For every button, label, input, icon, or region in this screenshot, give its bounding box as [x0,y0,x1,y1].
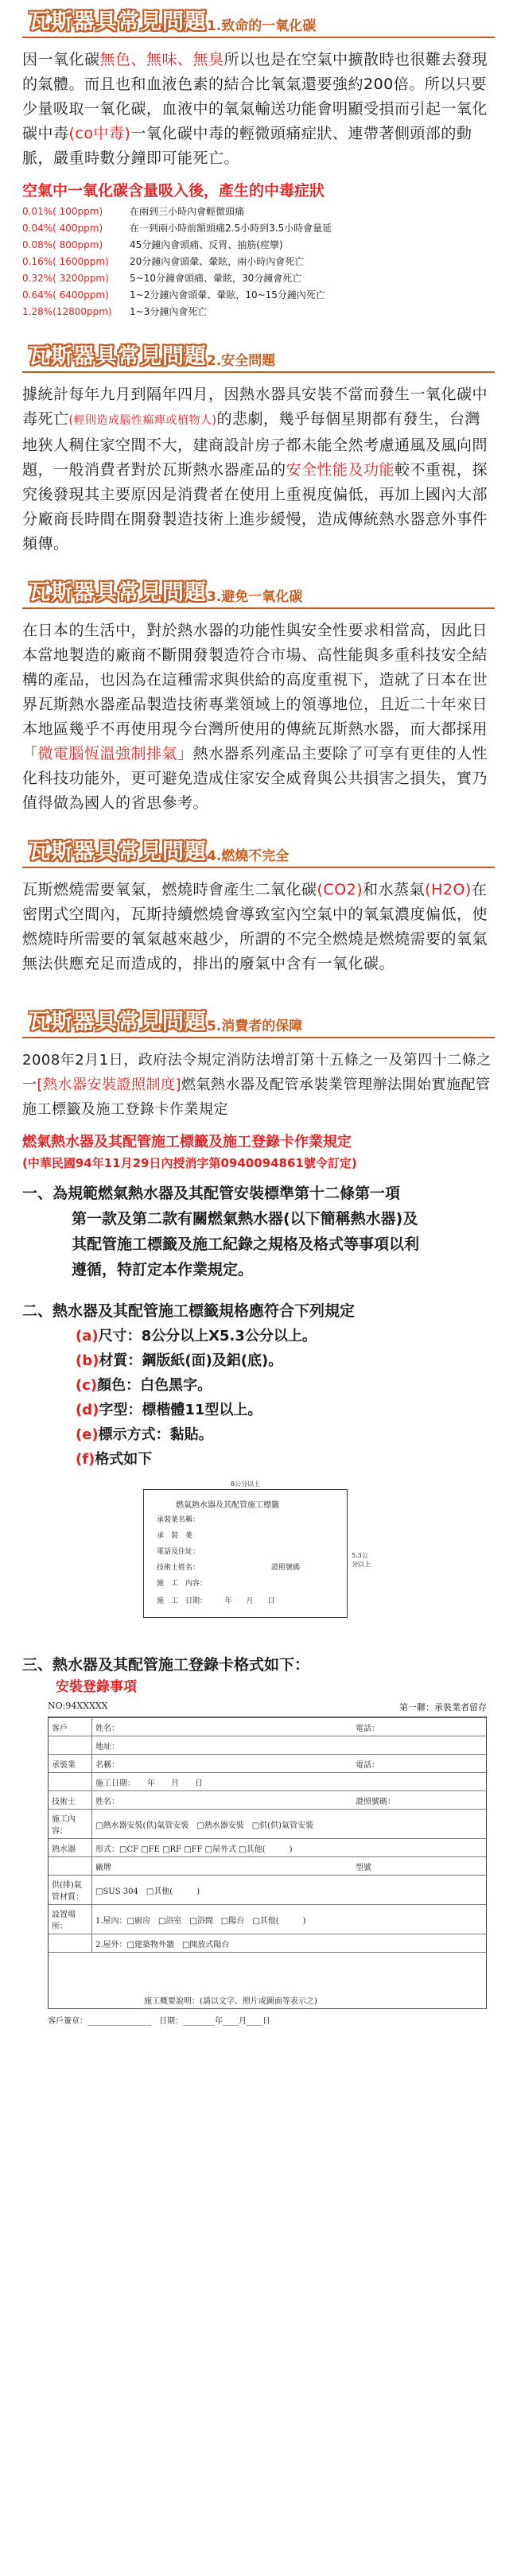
section-header [0,335,517,378]
co-symptom: 1~3分鐘內會死亡 [130,306,208,317]
registration-card [48,1717,487,2009]
section-subtitle: 5.消費者的保障 [207,1018,303,1034]
header-rule [22,371,495,373]
card-field-right [352,1876,486,1905]
symptom-row [22,254,332,270]
co-level: 0.32%( 3200ppm) [22,273,109,284]
section-title: 瓦斯器具常見問題 [29,10,207,34]
card-field-right [352,1810,486,1839]
label-row: 施 工 內容： [157,1580,208,1588]
card-copy-label: 第一聯：承裝業者留存 [399,1702,487,1713]
co-level: 1.28%(12800ppm) [22,306,112,317]
co-level: 0.16%( 1600ppm) [22,256,109,267]
label-cert: 證照號碼 [271,1564,301,1572]
section-subtitle: 3.避免一氧化碳 [207,589,303,605]
card-notes [49,1952,486,2008]
card-field: 2.屋外：□建築物外牆 □開放式陽台 [92,1934,353,1953]
symptom-table [22,204,332,320]
header-rule [22,37,495,38]
co-symptom: 在兩到三小時內會輕微頭痛 [130,206,245,217]
spec-item: (b)材質：鋼版紙(面)及鋁(底)。 [76,1352,283,1369]
symptom-title: 空氣中一氧化碳含量吸入後，產生的中毒症狀 [22,182,325,200]
section-subtitle: 4.燃燒不完全 [207,848,290,864]
co-level: 0.08%( 800ppm) [22,239,103,250]
rule-item-3: 三、熱水器及其配管施工登錄卡格式如下： [22,1656,310,1674]
card-field-right [352,1839,486,1857]
spec-item: (a)尺寸：8公分以上X5.3公分以上。 [76,1328,317,1344]
card-row-header [49,1773,92,1791]
card-row-header: 熱水器 [49,1839,92,1857]
safety-paragraph: 據統計每年九月到隔年四月，因熱水器具安裝不當而發生一氧化碳中毒死亡(輕則造成腦性痲痺或植物人)的悲劇，幾乎每個星期都有發生，台灣地狹人稠住家空間不大，建商設計房子都未能全然考慮通風及風向問題，一般消費者對於瓦斯熱水器產品的安全性能及功能較不重視，探究後發現其主要原因是消費者在使用上重視度偏低，再加上國內大部分廠商長時間在開發製造技術上進步緩慢，造成傳統熱水器意外事件頻傳。 [22,386,488,553]
card-row-header: 設置場所： [49,1905,92,1934]
card-row [49,1791,486,1810]
spec-item: (f)格式如下 [76,1451,153,1468]
card-row [49,1718,486,1736]
label-height-note: 5.3公分以上 [352,1552,371,1568]
law-paragraph: 2008年2月1日，政府法令規定消防法增訂第十五條之一及第四十二條之一[熱水器安裝證照制度]燃氣熱水器及配管承裝業管理辦法開始實施配管施工標籤及施工登錄卡作業規定 [22,1052,492,1118]
card-field-right: 型號 [352,1857,486,1876]
co-level: 0.01%( 100ppm) [22,206,103,217]
card-row-header [49,1736,92,1755]
card-row [49,1755,486,1773]
card-signature: 客戶簽章：________________ 日期：________年____月____日 [48,2017,270,2026]
rule-subtitle: (中華民國94年11月29日內授消字第0940094861號令訂定) [22,1156,357,1170]
spec-item: (c)顏色：白色黑字。 [76,1377,212,1394]
card-field: 廠牌 [92,1857,353,1876]
card-row [49,1736,486,1755]
label-title: 燃氣熱水器及其配管施工標籤 [176,1501,279,1510]
symptom-row [22,237,332,254]
section-safety [0,335,517,557]
co-symptom: 1~2分鐘內會頭暈、暈眩，10~15分鐘內死亡 [130,289,325,301]
rule-title: 燃氣熱水器及其配管施工標籤及施工登錄卡作業規定 [22,1134,352,1150]
japan-paragraph: 在日本的生活中，對於熱水器的功能性與安全性要求相當高，因此日本當地製造的廠商不斷開發製造符合市場、高性能與多重科技安全結構的產品，也因為在這種需求與供給的高度重視下，造就了日本在世界瓦斯熱水器產品製造技術專業領域上的領導地位，且近二十年來日本地區幾乎不再使用現今台灣所使用的傳統瓦斯熱水器，而大都採用「微電腦恆溫強制排氣」熱水器系列產品主要除了可享有更佳的人性化科技功能外，更可避免造成住家安全威脅與公共損害之損失，實乃值得做為國人的省思參考。 [22,622,488,812]
card-row [49,1905,486,1934]
card-field: 1.屋內：□廚房 □浴室 □浴間 □陽台 □其他( ) [92,1905,353,1934]
card-row [49,1839,486,1857]
card-field: 施工日期： 年 月 日 [92,1773,353,1791]
co-level: 0.04%( 400ppm) [22,223,103,234]
co-paragraph: 因一氧化碳無色、無味、無臭所以也是在空氣中擴散時也很難去發現的氣體。而且也和血液色素的結合比氧氣還要強約200倍。所以只要少量吸取一氧化碳，血液中的氧氣輸送功能會明顯受損而引起一氧化碳中毒(co中毒)一氧化碳中毒的輕微頭痛症狀、連帶著側頭部的動脈，嚴重時數分鐘即可能死亡。 [22,51,488,167]
label-width-note: 8公分以上 [231,1480,261,1488]
section-header [0,1000,517,1043]
section-subtitle: 1.致命的一氧化碳 [207,18,317,34]
section-title: 瓦斯器具常見問題 [29,344,207,369]
card-field-right: 電話： [352,1718,486,1736]
label-frame [143,1489,348,1618]
spec-item: (e)標示方式：黏貼。 [76,1426,213,1443]
section-title: 瓦斯器具常見問題 [29,580,207,605]
combustion-paragraph: 瓦斯燃燒需要氧氣，燃燒時會產生二氧化碳(CO2)和水蒸氣(H2O)在密閉式空間內，瓦斯持續燃燒會導致室內空氣中的氧氣濃度偏低，使燃燒時所需要的氧氣越來越少，所謂的不完全燃燒是燃燒需要的氧氣無法供應充足而造成的，排出的廢氣中含有一氧化碳。 [22,881,488,972]
co-symptom: 5~10分鐘會頭痛、暈眩，30分鐘會死亡 [130,273,302,284]
card-row-header [49,1857,92,1876]
card-field-right [352,1773,486,1791]
card-field: 名稱： [92,1755,353,1773]
card-row [49,1934,486,1953]
card-row [49,1810,486,1839]
card-header [48,1701,487,1713]
card-field: 姓名： [92,1791,353,1810]
card-field-right: 電話： [352,1755,486,1773]
card-field: 地址： [92,1736,353,1755]
section-co [0,0,517,320]
label-row: 施 工 日期： 年 月 日 [157,1597,275,1605]
symptom-row [22,270,332,287]
card-field: 形式：□CF □FE □RF □FF □屋外式 □其他( ) [92,1839,353,1857]
label-sample [135,1480,374,1631]
section-avoid-co [0,571,517,816]
spec-item: (d)字型：標楷體11型以上。 [76,1402,262,1418]
label-row: 技術士姓名： [157,1564,200,1572]
section-header [0,830,517,873]
header-rule [22,867,495,868]
section-consumer-protection [0,1000,517,2031]
card-row [49,1857,486,1876]
label-row: 承 裝 業 [157,1532,193,1540]
symptom-row [22,220,332,237]
card-foot-note: 施工概要說明：(請以文字、照片或圖面等表示之) [144,1997,317,2006]
header-rule [22,607,495,609]
symptom-row [22,204,332,220]
card-row [49,1876,486,1905]
card-field-right [352,1905,486,1934]
symptom-row [22,287,332,304]
card-field-right: 證照號碼： [352,1791,486,1810]
card-row-header: 客戶 [49,1718,92,1736]
section-header [0,571,517,614]
label-row: 電話及住址： [157,1548,200,1556]
card-field: 姓名： [92,1718,353,1736]
card-subtitle: 安裝登錄事項 [56,1679,137,1695]
section-incomplete-combustion [0,830,517,976]
card-row-header [49,1934,92,1953]
section-title: 瓦斯器具常見問題 [29,1010,207,1034]
card-field-right [352,1736,486,1755]
card-number: NO:94XXXXX [48,1701,108,1711]
spec-list [0,1324,517,1472]
label-row: 承裝業名稱： [157,1516,200,1524]
card-field: □SUS 304 □其他( ) [92,1876,353,1905]
co-symptom: 在一到兩小時前額頭痛2.5小時到3.5小時會量延 [130,223,332,234]
card-row-header: 承裝業 [49,1755,92,1773]
header-rule [22,1037,495,1038]
card-row-header: 技術士 [49,1791,92,1810]
card-field-right [352,1934,486,1953]
card-row [49,1773,486,1791]
rule-item-1: 一、為規範燃氣熱水器及其配管安裝標準第十二條第一項 第一款及第二款有關燃氣熱水器(以下簡稱熱水器)及 其配管施工標籤及施工紀錄之規格及格式等事項以利 遵循，特訂定本作業規定。 [22,1185,420,1278]
co-symptom: 20分鐘內會頭暈、暈眩，兩小時內會死亡 [130,256,305,267]
card-row-header: 施工內容： [49,1810,92,1839]
section-header [0,0,517,43]
co-symptom: 45分鐘內會頭痛、反胃、抽筋(痙攣) [130,239,283,250]
co-level: 0.64%( 6400ppm) [22,289,109,301]
rule-item-2: 二、熱水器及其配管施工標籤規格應符合下列規定 [22,1302,356,1320]
symptom-row [22,304,332,320]
card-field: □熱水器安裝(供)氣管安裝 □熱水器安裝 □供(供)氣管安裝 [92,1810,353,1839]
card-row-header: 供(排)氣管材質： [49,1876,92,1905]
section-title: 瓦斯器具常見問題 [29,840,207,864]
section-subtitle: 2.安全問題 [207,353,276,369]
